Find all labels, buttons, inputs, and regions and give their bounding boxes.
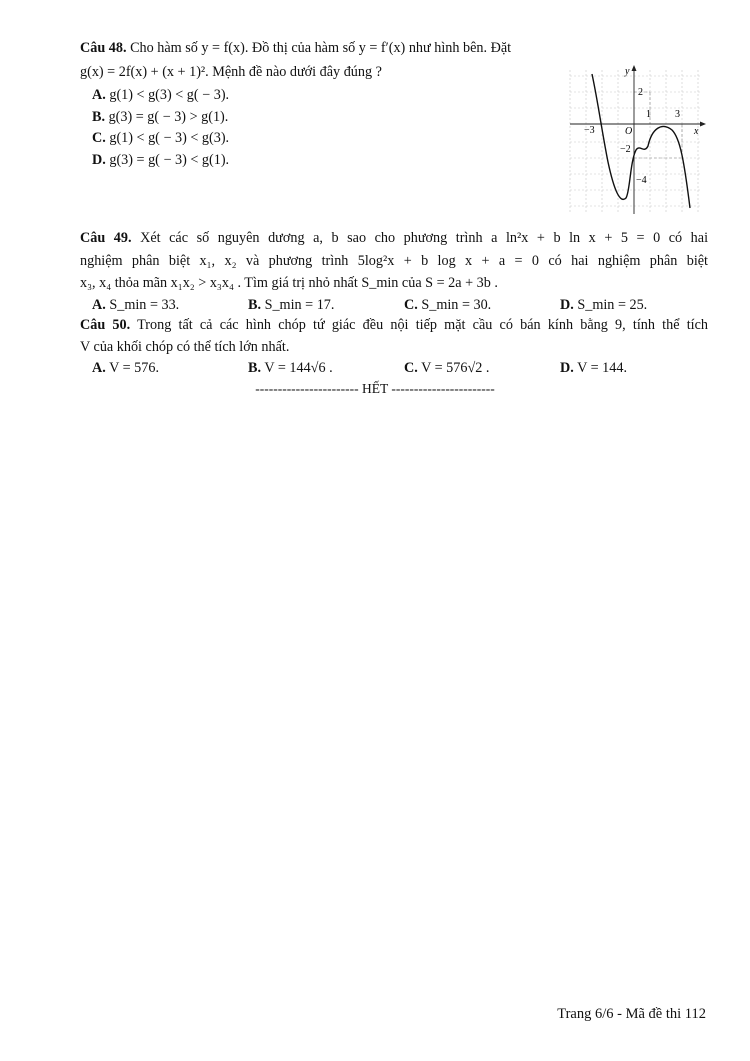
- q50-option-c-letter: C.: [404, 360, 418, 376]
- q49-option-c-letter: C.: [404, 297, 418, 313]
- q49-option-b-letter: B.: [248, 297, 262, 313]
- q48-option-d-text: g(3) = g( − 3) < g(1).: [109, 152, 230, 168]
- q50-line2: V của khối chóp có thể tích lớn nhất.: [80, 339, 290, 355]
- q49-option-d-letter: D.: [560, 297, 574, 313]
- origin-label: O: [625, 126, 633, 137]
- y-axis-label: y: [625, 66, 630, 77]
- q49-option-a[interactable]: [92, 296, 179, 314]
- q50-option-b[interactable]: [248, 359, 333, 377]
- q50-option-a-letter: A.: [92, 360, 106, 376]
- q50-option-d-text: V = 144.: [577, 360, 628, 376]
- q48-option-a-letter: A.: [92, 87, 106, 103]
- q50-line1-text: Trong tất cả các hình chóp tứ giác đều nội tiếp mặt cầu có bán kính bằng 9, tính thể tích: [137, 317, 708, 333]
- q50-label: Câu 50.: [80, 317, 131, 333]
- q49-option-a-letter: A.: [92, 297, 106, 313]
- tick-label-y2: 2: [638, 87, 643, 98]
- q48-line1-text: Cho hàm số y = f(x). Đồ thị của hàm số y = f′(x) như hình bên. Đặt: [130, 40, 512, 56]
- y-axis-arrow-icon: [632, 65, 637, 71]
- q49-line3: x₃, x₄ thỏa mãn x₁x₂ > x₃x₄ . Tìm giá trị nhỏ nhất S_min của S = 2a + 3b .: [80, 275, 498, 291]
- q49-option-a-text: S_min = 33.: [109, 297, 180, 313]
- x-axis-label: x: [694, 126, 699, 137]
- q49-option-d[interactable]: [560, 296, 647, 314]
- q49-option-c-text: S_min = 30.: [421, 297, 492, 313]
- q49-line1: [80, 229, 708, 247]
- q49-label: Câu 49.: [80, 230, 132, 246]
- tick-label-x3: 3: [675, 109, 680, 120]
- q49-line1-text: Xét các số nguyên dương a, b sao cho phương trình a ln²x + b ln x + 5 = 0 có hai: [140, 230, 709, 246]
- x-axis-arrow-icon: [700, 122, 706, 127]
- q48-option-d[interactable]: [92, 151, 229, 169]
- q48-option-b-text: g(3) = g( − 3) > g(1).: [108, 109, 229, 125]
- q48-option-a-text: g(1) < g(3) < g( − 3).: [109, 87, 230, 103]
- q48-option-b-letter: B.: [92, 109, 106, 125]
- q50-option-c-text: V = 576√2 .: [421, 360, 490, 376]
- q50-line1: [80, 316, 708, 334]
- q48-stem-line2: g(x) = 2f(x) + (x + 1)². Mệnh đề nào dưới đây đúng ?: [80, 64, 382, 80]
- q48-option-b[interactable]: [92, 108, 228, 126]
- q48-option-c-text: g(1) < g( − 3) < g(3).: [109, 130, 230, 146]
- end-marker: ----------------------- HẾT -----------------------: [255, 381, 495, 396]
- q48-label: Câu 48.: [80, 40, 127, 56]
- q50-option-a-text: V = 576.: [109, 360, 160, 376]
- tick-label-xm3: −3: [584, 125, 595, 136]
- derivative-graph: [568, 62, 708, 217]
- q48-option-a[interactable]: [92, 86, 229, 104]
- q48-option-c-letter: C.: [92, 130, 106, 146]
- q50-option-d[interactable]: [560, 359, 627, 377]
- q49-option-b-text: S_min = 17.: [264, 297, 335, 313]
- q49-option-b[interactable]: [248, 296, 334, 314]
- q48-stem-line1: [80, 39, 708, 57]
- q50-option-d-letter: D.: [560, 360, 574, 376]
- tick-label-ym4: −4: [636, 175, 647, 186]
- page-footer: Trang 6/6 - Mã đề thi 112: [557, 1006, 706, 1022]
- q50-option-c[interactable]: [404, 359, 489, 377]
- q49-option-d-text: S_min = 25.: [577, 297, 648, 313]
- q50-option-b-text: V = 144√6 .: [264, 360, 333, 376]
- q50-option-a[interactable]: [92, 359, 159, 377]
- q48-option-c[interactable]: [92, 129, 229, 147]
- q48-option-d-letter: D.: [92, 152, 106, 168]
- q49-option-c[interactable]: [404, 296, 491, 314]
- q49-line2: nghiệm phân biệt x₁, x₂ và phương trình 5log²x + b log x + a = 0 có hai nghiệm phân biệt: [80, 253, 708, 269]
- tick-label-ym2: −2: [620, 144, 631, 155]
- tick-label-x1: 1: [646, 109, 651, 120]
- q50-option-b-letter: B.: [248, 360, 262, 376]
